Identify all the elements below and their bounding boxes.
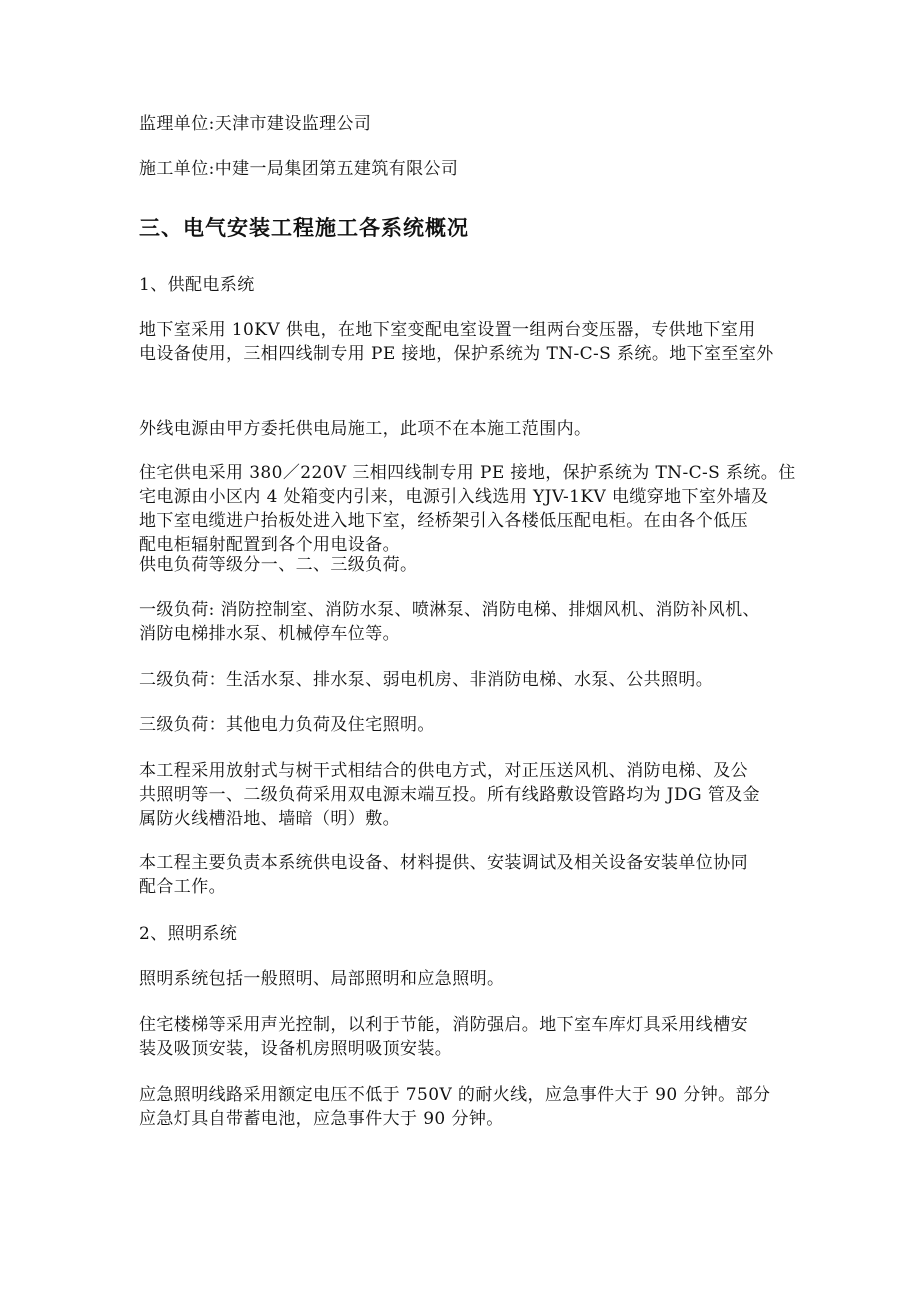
power-paragraph-3: 住宅供电采用 380／220V 三相四线制专用 PE 接地，保护系统为 TN-C-S 系统。住 宅电源由小区内 4 处箱变内引来，电源引入线选用 YJV-1KV 电缆穿地下室外墙及 地下室电缆进户抬板处进入地下室，经桥架引入各楼低压配电柜。在由各个低压 配电柜辐射配置到各个用电设备。 (139, 463, 796, 555)
power-paragraph-1: 地下室采用 10KV 供电，在地下室变配电室设置一组两台变压器，专供地下室用 电设备使用，三相四线制专用 PE 接地，保护系统为 TN-C-S 系统。地下室至室外 (139, 320, 774, 364)
construction-unit-line: 施工单位:中建一局集团第五建筑有限公司 (139, 159, 459, 179)
lighting-paragraph-3: 应急照明线路采用额定电压不低于 750V 的耐火线，应急事件大于 90 分钟。部分 应急灯具自带蓄电池，应急事件大于 90 分钟。 (139, 1085, 771, 1129)
load-level-3-line: 三级负荷：其他电力负荷及住宅照明。 (139, 715, 435, 735)
subsection-power-title: 1、供配电系统 (139, 275, 255, 295)
lighting-paragraph-1: 照明系统包括一般照明、局部照明和应急照明。 (139, 969, 505, 989)
lighting-paragraph-2: 住宅楼梯等采用声光控制，以利于节能，消防强启。地下室车库灯具采用线槽安 装及吸顶安装，设备机房照明吸顶安装。 (139, 1015, 748, 1059)
subsection-lighting-title: 2、照明系统 (139, 924, 238, 944)
section-title: 三、电气安装工程施工各系统概况 (139, 215, 469, 240)
load-levels-line: 供电负荷等级分一、二、三级负荷。 (139, 555, 418, 575)
load-level-2-line: 二级负荷：生活水泵、排水泵、弱电机房、非消防电梯、水泵、公共照明。 (139, 670, 714, 690)
load-level-1-paragraph: 一级负荷: 消防控制室、消防水泵、喷淋泵、消防电梯、排烟风机、消防补风机、 消防电梯排水泵、机械停车位等。 (139, 600, 760, 644)
power-paragraph-4: 本工程采用放射式与树干式相结合的供电方式，对正压送风机、消防电梯、及公 共照明等一、二级负荷采用双电源末端互投。所有线路敷设管路均为 JDG 管及金 属防火线槽沿地、墙暗（明）敷。 (139, 761, 761, 829)
power-paragraph-2: 外线电源由甲方委托供电局施工，此项不在本施工范围内。 (139, 419, 592, 439)
power-paragraph-5: 本工程主要负责本系统供电设备、材料提供、安装调试及相关设备安装单位协同 配合工作。 (139, 853, 748, 897)
supervision-unit-line: 监理单位:天津市建设监理公司 (139, 114, 372, 134)
